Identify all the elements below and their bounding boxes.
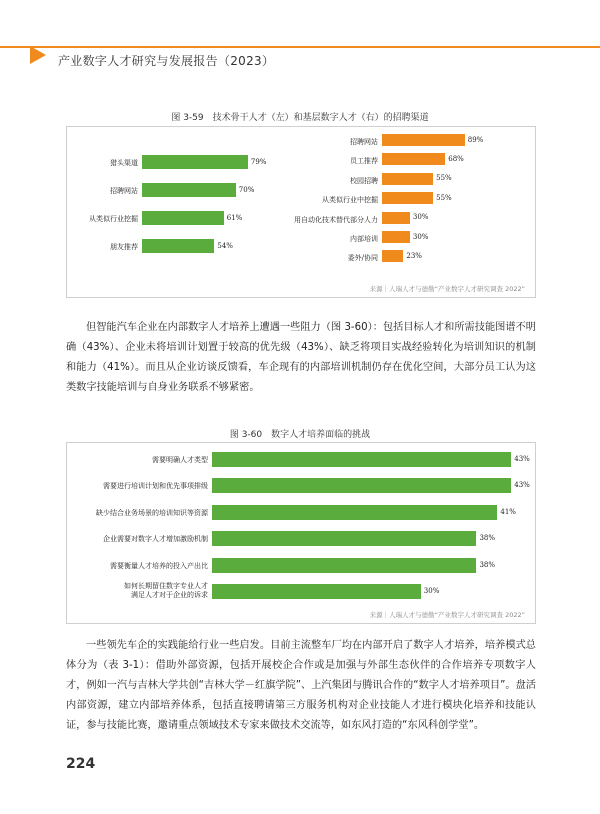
category-label — [68, 534, 208, 544]
category-label-line: 从类似行业挖掘 — [89, 215, 138, 223]
bar — [382, 250, 403, 262]
header-stripe — [0, 46, 600, 48]
value-label: 30% — [412, 213, 429, 222]
category-label — [68, 582, 208, 600]
value-label: 43% — [514, 481, 530, 490]
bar — [212, 452, 511, 467]
category-label-line: 委外/协同 — [347, 254, 378, 263]
value-label: 89% — [467, 135, 484, 144]
category-label — [238, 176, 378, 186]
category-label-line: 内部培训 — [350, 235, 378, 243]
value-label: 55% — [436, 174, 452, 183]
category-label-line: 朋友推荐 — [110, 243, 138, 251]
category-label-line: 校园招聘 — [350, 176, 378, 185]
value-label: 30% — [412, 232, 429, 241]
value-label: 68% — [448, 154, 464, 163]
value-label: 79% — [250, 157, 267, 166]
category-label — [68, 508, 208, 518]
value-label: 54% — [217, 241, 233, 250]
value-label: 43% — [514, 455, 530, 463]
running-header-title: 产业数字人才研究与发展报告（2023） — [58, 54, 275, 68]
category-label — [238, 234, 378, 244]
category-label — [48, 158, 138, 168]
category-label-line: 用自动化技术替代部分人力 — [294, 215, 378, 224]
bar — [142, 211, 224, 225]
category-label-line: 猎头渠道 — [110, 159, 138, 167]
figure-59-source: 来源｜人瑞人才与德勤“产业数字人才研究调查 2022” — [369, 285, 525, 293]
value-label: 23% — [406, 251, 422, 260]
value-label: 38% — [479, 534, 496, 543]
category-label — [238, 137, 378, 147]
figure-59-chart — [66, 126, 536, 298]
body-paragraph-1 — [66, 318, 536, 398]
bar — [382, 231, 410, 243]
category-label — [238, 215, 378, 225]
bar — [142, 239, 214, 253]
bar — [382, 192, 433, 204]
category-label-line: 满足人才对于企业的诉求 — [131, 591, 208, 599]
category-label — [48, 214, 138, 224]
category-label-line: 员工推荐 — [350, 157, 378, 166]
category-label-line: 招聘网站 — [110, 187, 138, 195]
category-label-line: 从类似行业中挖掘 — [322, 196, 378, 205]
category-label-line: 缺少结合业务场景的培训知识等资源 — [96, 508, 208, 517]
value-label: 55% — [436, 193, 452, 202]
bar — [382, 134, 465, 146]
category-label — [238, 253, 378, 263]
bar — [142, 155, 248, 169]
category-label-line: 招聘网站 — [350, 138, 378, 146]
category-label — [238, 195, 378, 205]
category-label — [68, 455, 208, 465]
bar — [212, 478, 511, 493]
value-label: 61% — [226, 213, 243, 222]
bar — [212, 531, 476, 546]
value-label: 30% — [423, 587, 440, 595]
paragraph-2-text: 一些领先车企的实践能给行业一些启发。目前主流整车厂均在内部开启了数字人才培养，培养模式总体分为（表 3-1）：借助外部资源，包括开展校企合作或是加强与外部生态伙伴的合作培养专项数字人才，例如一汽与吉林大学共创“吉林大学－红旗学院”、上汽集团与腾讯合作的“数字人才培养项目”。盘活内部资源，建立内部培养体系，包括直接聘请第三方服务机构对企业技能人才进行模块化培养和技能认证，参与技能比赛，邀请重点领域技术专家来做技术交流等，如东风打造的“东风科创学堂”。 — [66, 640, 536, 731]
category-label-line: 企业需要对数字人才增加激励机制 — [103, 535, 208, 544]
category-label-line: 如何长期留住数字专业人才 — [124, 582, 208, 590]
figure-60-source: 来源｜人瑞人才与德勤“产业数字人才研究调查 2022” — [369, 611, 525, 619]
value-label: 70% — [238, 185, 255, 194]
bar — [382, 173, 433, 185]
category-label — [68, 561, 208, 571]
page-number: 224 — [66, 756, 96, 772]
figure-60-chart — [66, 442, 536, 624]
category-label — [48, 186, 138, 196]
category-label-line: 需要明确人才类型 — [152, 456, 208, 464]
category-label — [48, 242, 138, 252]
bar — [142, 183, 236, 197]
bar — [382, 212, 410, 224]
bar — [382, 153, 445, 165]
body-paragraph-2 — [66, 636, 536, 736]
category-label — [68, 481, 208, 491]
category-label-line: 需要进行培训计划和优先事项排级 — [103, 482, 208, 491]
bar — [212, 584, 421, 599]
figure-59-caption: 图 3-59 技术骨干人才（左）和基层数字人才（右）的招聘渠道 — [171, 113, 429, 123]
header-chevron-decoration — [30, 46, 46, 64]
category-label-line: 需要衡量人才培养的投入产出比 — [110, 561, 208, 570]
category-label — [238, 156, 378, 166]
value-label: 41% — [500, 507, 516, 516]
value-label: 38% — [479, 560, 496, 569]
paragraph-1-text: 但智能汽车企业在内部数字人才培养上遭遇一些阻力（图 3-60）：包括目标人才和所需技能图谱不明确（43%）、企业未将培训计划置于较高的优先级（43%）、缺乏将项目实战经验转化为培训知识的机制和能力（41%）。而且从企业访谈反馈看，车企现有的内部培训机制仍存在优化空间，大部分员工认为这类数字技能培训与自身业务联系不够紧密。 — [66, 322, 536, 393]
bar — [212, 558, 476, 573]
figure-60-caption: 图 3-60 数字人才培养面临的挑战 — [229, 430, 371, 440]
bar — [212, 505, 497, 520]
